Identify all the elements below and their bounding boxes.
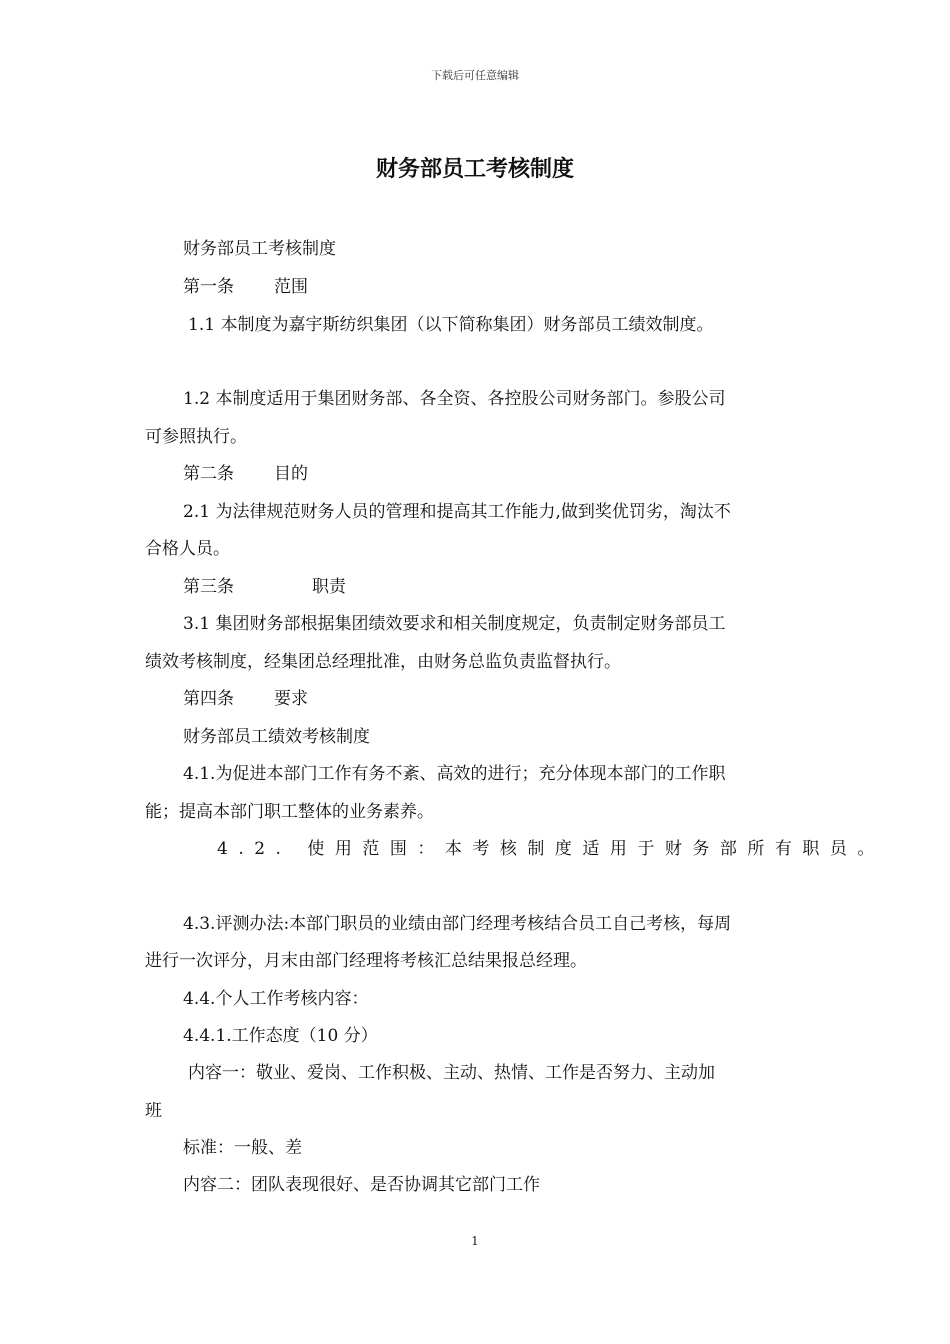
paragraph-line: 4.2. 使用范围：本考核制度适用于财务部所有职员。 [217, 839, 885, 859]
article-number: 第四条 [183, 689, 234, 709]
paragraph-line: 班 [145, 1101, 162, 1121]
paragraph-line: 3.1 集团财务部根据集团绩效要求和相关制度规定，负责制定财务部员工 [183, 614, 726, 634]
paragraph-line: 4.4.个人工作考核内容： [183, 989, 369, 1009]
paragraph-line: 内容二：团队表现很好、是否协调其它部门工作 [183, 1175, 540, 1195]
paragraph-line: 内容一：敬业、爱岗、工作积极、主动、热情、工作是否努力、主动加 [188, 1063, 715, 1083]
paragraph-line: 4.4.1.工作态度（10 分） [183, 1026, 378, 1046]
paragraph-line: 2.1 为法律规范财务人员的管理和提高其工作能力,做到奖优罚劣，淘汰不 [183, 502, 731, 522]
paragraph-line: 4.3.评测办法:本部门职员的业绩由部门经理考核结合员工自己考核，每周 [183, 914, 732, 934]
paragraph-line: 1.2 本制度适用于集团财务部、各全资、各控股公司财务部门。参股公司 [183, 389, 726, 409]
article-heading [183, 464, 308, 484]
article-topic: 要求 [274, 689, 308, 709]
paragraph-line: 标准：一般、差 [183, 1138, 302, 1158]
article-heading [183, 689, 308, 709]
paragraph-line: 可参照执行。 [145, 427, 247, 447]
article-number: 第三条 [183, 577, 234, 597]
article-number: 第一条 [183, 277, 234, 297]
page-number: 1 [471, 1234, 479, 1248]
paragraph-line: 绩效考核制度，经集团总经理批准，由财务总监负责监督执行。 [145, 652, 621, 672]
paragraph-line: 合格人员。 [145, 539, 230, 559]
paragraph-line: 4.1.为促进本部门工作有务不紊、高效的进行；充分体现本部门的工作职 [183, 764, 726, 784]
paragraph-line: 财务部员工考核制度 [183, 239, 336, 259]
article-topic: 范围 [274, 277, 308, 297]
header-note: 下载后可任意编辑 [431, 69, 519, 82]
document-title: 财务部员工考核制度 [375, 157, 574, 182]
paragraph-line: 1.1 本制度为嘉宇斯纺织集团（以下简称集团）财务部员工绩效制度。 [188, 315, 714, 335]
article-topic: 目的 [274, 464, 308, 484]
article-topic: 职责 [312, 577, 346, 597]
paragraph-line: 能；提高本部门职工整体的业务素养。 [145, 802, 434, 822]
article-heading [183, 277, 308, 297]
article-heading [183, 577, 346, 597]
paragraph-line: 财务部员工绩效考核制度 [183, 727, 370, 747]
article-number: 第二条 [183, 464, 234, 484]
paragraph-line: 进行一次评分，月末由部门经理将考核汇总结果报总经理。 [145, 951, 587, 971]
